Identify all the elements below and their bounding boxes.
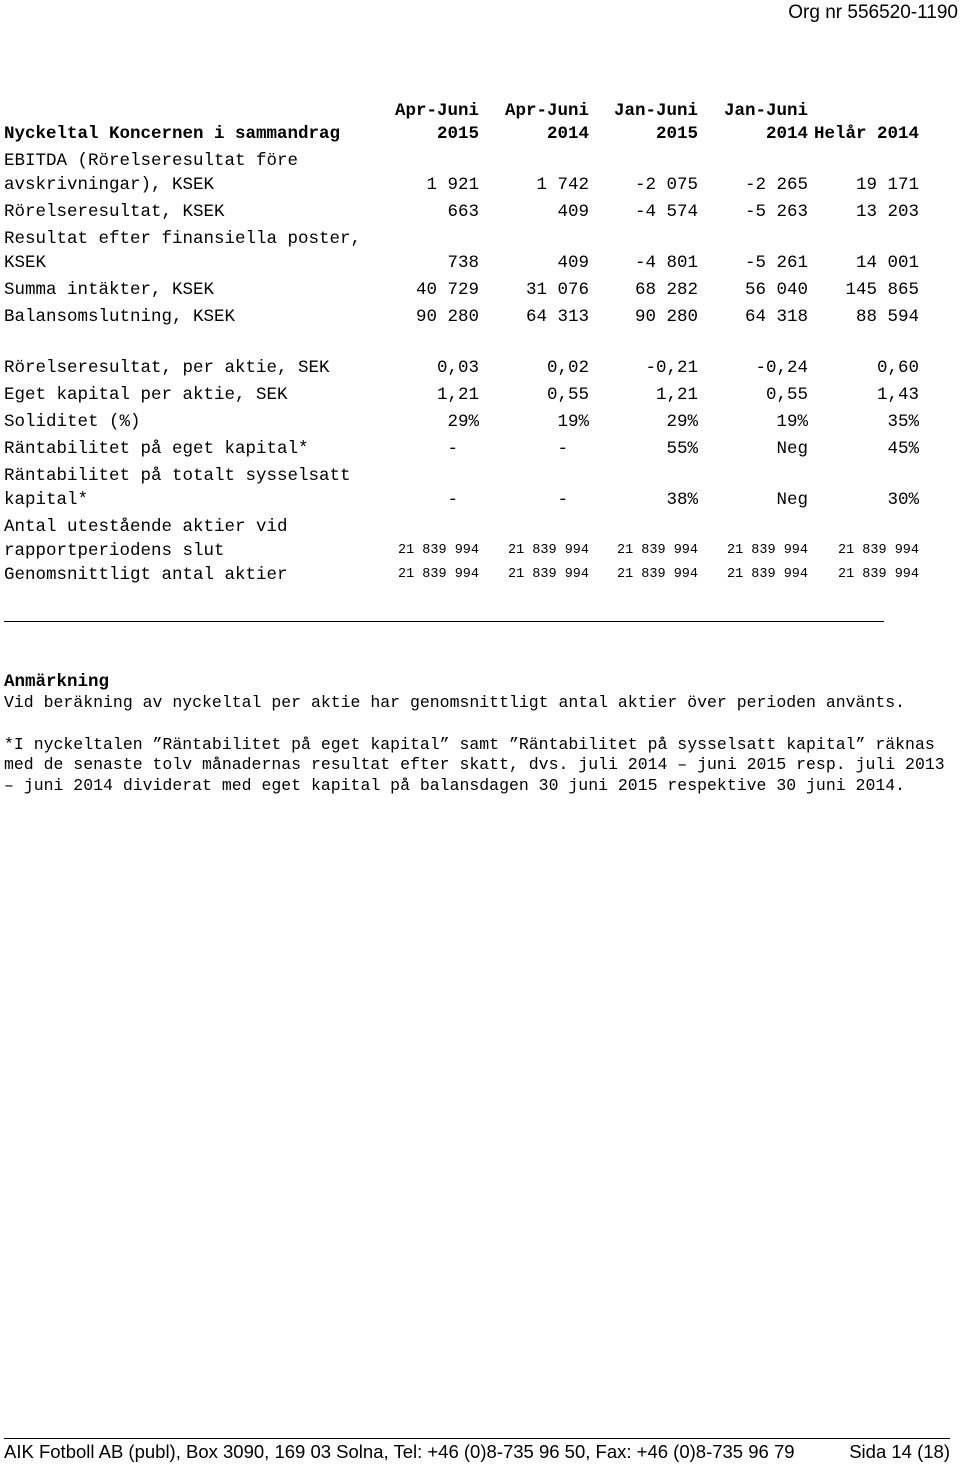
row-label: Räntabilitet på totalt sysselsatt kapital* — [4, 466, 351, 510]
column-header-metric: Nyckeltal Koncernen i sammandrag — [4, 124, 341, 144]
column-header-apr-jun-2015: Apr-Juni 2015 — [394, 101, 479, 144]
cell-value: 0,55 — [546, 385, 589, 405]
cell-value: 31 076 — [525, 280, 589, 300]
cell-value: 21 839 994 — [507, 543, 589, 558]
table-row — [4, 302, 919, 329]
page-number: Sida 14 (18) — [849, 1441, 950, 1462]
table-row — [4, 563, 919, 587]
cell-value: 1,21 — [655, 385, 698, 405]
row-label: Räntabilitet på eget kapital* — [4, 439, 309, 459]
row-label: Soliditet (%) — [4, 412, 141, 432]
column-header-jan-jun-2015: Jan-Juni 2015 — [613, 101, 698, 144]
table-row — [4, 224, 919, 275]
cell-value: 64 318 — [744, 307, 808, 327]
row-label: Balansomslutning, KSEK — [4, 307, 236, 327]
cell-value: 0,55 — [765, 385, 808, 405]
row-label: Resultat efter finansiella poster, KSEK — [4, 229, 362, 273]
note-text: Vid beräkning av nyckeltal per aktie har genomsnittligt antal aktier över perioden använts. — [4, 693, 906, 712]
cell-value: 21 839 994 — [837, 543, 919, 558]
cell-value: 1,43 — [876, 385, 919, 405]
cell-value: 409 — [557, 253, 589, 273]
table-row — [4, 512, 919, 563]
cell-value: 21 839 994 — [616, 543, 698, 558]
cell-value: 1 921 — [426, 175, 479, 195]
cell-value: 409 — [557, 202, 589, 222]
cell-value: 21 839 994 — [726, 567, 808, 582]
cell-value: 21 839 994 — [507, 567, 589, 582]
cell-value: 38% — [666, 490, 698, 510]
cell-value: 0,03 — [436, 358, 479, 378]
cell-value: 35% — [887, 412, 919, 432]
table-header-row — [4, 98, 919, 146]
table-row — [4, 407, 919, 434]
cell-value: 1 742 — [536, 175, 589, 195]
table-row — [4, 434, 919, 461]
column-header-jan-jun-2014: Jan-Juni 2014 — [723, 101, 808, 144]
row-label: EBITDA (Rörelseresultat före avskrivningar), KSEK — [4, 151, 299, 195]
cell-value: 21 839 994 — [726, 543, 808, 558]
cell-value: -2 075 — [634, 175, 698, 195]
table-row — [4, 329, 919, 380]
cell-value: - — [447, 439, 479, 459]
cell-value: 29% — [666, 412, 698, 432]
cell-value: 21 839 994 — [397, 543, 479, 558]
cell-value: -4 801 — [634, 253, 698, 273]
cell-value: 21 839 994 — [837, 567, 919, 582]
cell-value: 1,21 — [436, 385, 479, 405]
cell-value: 14 001 — [855, 253, 919, 273]
cell-value: 88 594 — [855, 307, 919, 327]
cell-value: 19% — [776, 412, 808, 432]
cell-value: - — [447, 490, 479, 510]
cell-value: 90 280 — [415, 307, 479, 327]
cell-value: 64 313 — [525, 307, 589, 327]
kpi-table — [4, 98, 919, 587]
table-row — [4, 146, 919, 197]
cell-value: 13 203 — [855, 202, 919, 222]
cell-value: 90 280 — [634, 307, 698, 327]
cell-value: -4 574 — [634, 202, 698, 222]
note-section — [4, 672, 959, 796]
cell-value: 29% — [447, 412, 479, 432]
cell-value: 68 282 — [634, 280, 698, 300]
cell-value: Neg — [776, 439, 808, 459]
table-row — [4, 275, 919, 302]
column-header-full-year-2014: Helår 2014 — [813, 124, 919, 144]
cell-value: 30% — [887, 490, 919, 510]
cell-value: 45% — [887, 439, 919, 459]
note-heading: Anmärkning — [4, 672, 110, 692]
column-header-apr-jun-2014: Apr-Juni 2014 — [504, 101, 589, 144]
row-label: Summa intäkter, KSEK — [4, 280, 215, 300]
cell-value: -0,21 — [645, 358, 698, 378]
cell-value: -5 261 — [744, 253, 808, 273]
section-divider — [4, 621, 884, 622]
row-label: Rörelseresultat, per aktie, SEK — [4, 358, 330, 378]
cell-value: 738 — [447, 253, 479, 273]
cell-value: - — [557, 490, 589, 510]
cell-value: 0,60 — [876, 358, 919, 378]
cell-value: -0,24 — [755, 358, 808, 378]
row-label: Eget kapital per aktie, SEK — [4, 385, 288, 405]
cell-value: - — [557, 439, 589, 459]
row-label: Antal utestående aktier vid rapportperiodens slut — [4, 517, 288, 561]
cell-value: Neg — [776, 490, 808, 510]
cell-value: 0,02 — [546, 358, 589, 378]
cell-value: -2 265 — [744, 175, 808, 195]
table-row — [4, 197, 919, 224]
page-footer — [4, 1438, 950, 1462]
cell-value: 19 171 — [855, 175, 919, 195]
cell-value: 19% — [557, 412, 589, 432]
cell-value: -5 263 — [744, 202, 808, 222]
cell-value: 663 — [447, 202, 479, 222]
cell-value: 145 865 — [845, 280, 919, 300]
footnote-text: *I nyckeltalen ”Räntabilitet på eget kapital” samt ”Räntabilitet på sysselsatt kapital” räknas med de senaste tolv månadernas resultat efter skatt, dvs. juli 2014 – juni 2015 resp. juli 2013 – juni 2014 dividerat med eget kapital på balansdagen 30 juni 2015 respektive 30 juni 2014. — [4, 734, 945, 795]
cell-value: 21 839 994 — [397, 567, 479, 582]
table-row — [4, 461, 919, 512]
footer-address: AIK Fotboll AB (publ), Box 3090, 169 03 Solna, Tel: +46 (0)8-735 96 50, Fax: +46 (0)8-735 96 79 — [4, 1441, 795, 1462]
cell-value: 40 729 — [415, 280, 479, 300]
cell-value: 56 040 — [744, 280, 808, 300]
cell-value: 55% — [666, 439, 698, 459]
row-label: Genomsnittligt antal aktier — [4, 565, 288, 585]
cell-value: 21 839 994 — [616, 567, 698, 582]
table-row — [4, 380, 919, 407]
row-label: Rörelseresultat, KSEK — [4, 202, 225, 222]
org-number: Org nr 556520-1190 — [788, 2, 958, 23]
